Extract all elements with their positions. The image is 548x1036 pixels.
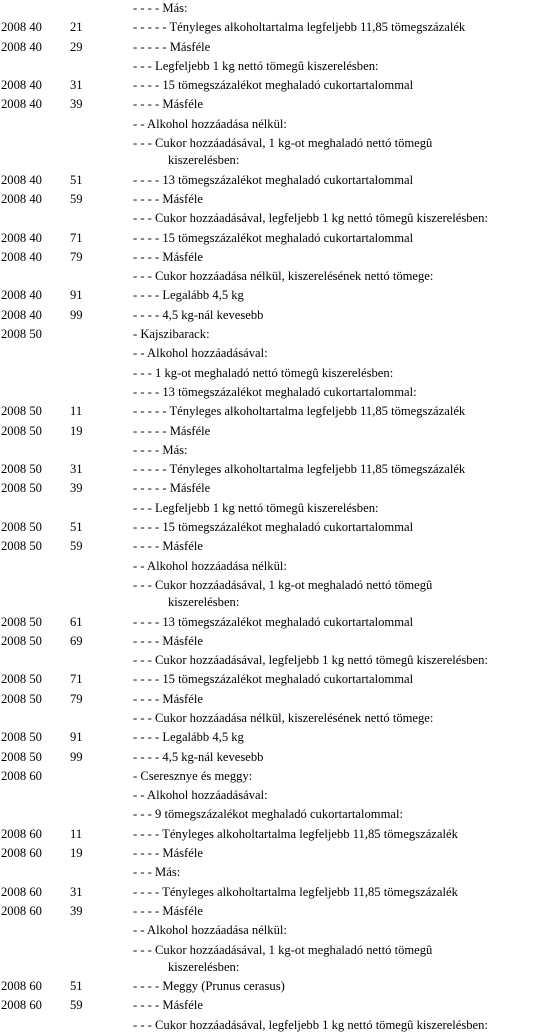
table-row xyxy=(0,710,548,729)
cn-subcode: 99 xyxy=(70,749,83,764)
table-row xyxy=(0,19,548,38)
table-row xyxy=(0,864,548,883)
cn-subcode: 59 xyxy=(70,191,83,206)
cn-code: 2008 40 xyxy=(1,191,42,206)
description: - - - Cukor hozzáadásával, legfeljebb 1 kg nettó tömegû kiszerelésben: xyxy=(133,211,488,226)
description: - - - - Másféle xyxy=(133,903,203,918)
table-row xyxy=(0,884,548,903)
table-row xyxy=(0,558,548,577)
table-row xyxy=(0,577,548,614)
cn-code: 2008 40 xyxy=(1,230,42,245)
table-row xyxy=(0,191,548,210)
description: - - - - Másféle xyxy=(133,846,203,861)
description: - - - - - Másféle xyxy=(133,481,211,496)
cn-subcode: 79 xyxy=(70,691,83,706)
table-row xyxy=(0,345,548,364)
cn-code: 2008 50 xyxy=(1,404,42,419)
table-row xyxy=(0,442,548,461)
description: - - - - 13 tömegszázalékot meghaladó cukortartalommal xyxy=(133,172,414,187)
cn-subcode: 21 xyxy=(70,20,83,35)
description: - - - - 4,5 kg-nál kevesebb xyxy=(133,749,264,764)
cn-subcode: 91 xyxy=(70,730,83,745)
table-row xyxy=(0,633,548,652)
table-row xyxy=(0,845,548,864)
cn-code: 2008 40 xyxy=(1,249,42,264)
table-row xyxy=(0,729,548,748)
cn-subcode: 51 xyxy=(70,979,83,994)
cn-code: 2008 50 xyxy=(1,423,42,438)
description: - - - - - Másféle xyxy=(133,423,211,438)
table-row xyxy=(0,172,548,191)
cn-subcode: 39 xyxy=(70,903,83,918)
description: - - Alkohol hozzáadásával: xyxy=(133,788,268,803)
cn-code: 2008 50 xyxy=(1,691,42,706)
description: - - - - 13 tömegszázalékot meghaladó cukortartalommal xyxy=(133,614,414,629)
description: - - - 1 kg-ot meghaladó nettó tömegû kiszerelésben: xyxy=(133,365,394,380)
table-row xyxy=(0,287,548,306)
cn-code: 2008 40 xyxy=(1,78,42,93)
table-row xyxy=(0,903,548,922)
cn-code: 2008 60 xyxy=(1,768,42,783)
cn-code: 2008 50 xyxy=(1,730,42,745)
description: - - - - 15 tömegszázalékot meghaladó cukortartalommal xyxy=(133,672,414,687)
table-row xyxy=(0,787,548,806)
description: - - - Cukor hozzáadása nélkül, kiszerelésének nettó tömege: xyxy=(133,269,434,284)
cn-subcode: 51 xyxy=(70,520,83,535)
cn-subcode: 11 xyxy=(70,404,83,419)
cn-subcode: 29 xyxy=(70,39,83,54)
description: - - - - Másféle xyxy=(133,539,203,554)
table-row xyxy=(0,210,548,229)
cn-code: 2008 50 xyxy=(1,614,42,629)
cn-subcode: 39 xyxy=(70,97,83,112)
cn-subcode: 31 xyxy=(70,884,83,899)
description: - - - - Másféle xyxy=(133,97,203,112)
table-row xyxy=(0,480,548,499)
table-row xyxy=(0,58,548,77)
cn-subcode: 11 xyxy=(70,826,83,841)
cn-code: 2008 50 xyxy=(1,462,42,477)
cn-subcode: 59 xyxy=(70,539,83,554)
cn-subcode: 31 xyxy=(70,462,83,477)
cn-subcode: 79 xyxy=(70,249,83,264)
description-continuation: kiszerelésben: xyxy=(168,959,240,974)
description: - - - - 13 tömegszázalékot meghaladó cukortartalommal: xyxy=(133,384,417,399)
description: - - - - - Tényleges alkoholtartalma legfeljebb 11,85 tömegszázalék xyxy=(133,404,466,419)
description: - - - Legfeljebb 1 kg nettó tömegû kiszerelésben: xyxy=(133,58,379,73)
description: - - - - 4,5 kg-nál kevesebb xyxy=(133,307,264,322)
cn-code: 2008 60 xyxy=(1,979,42,994)
description: - - - - Más: xyxy=(133,1,188,15)
cn-subcode: 91 xyxy=(70,288,83,303)
description: - - Alkohol hozzáadása nélkül: xyxy=(133,116,287,131)
table-row xyxy=(0,922,548,941)
description: - - - - Tényleges alkoholtartalma legfeljebb 11,85 tömegszázalék xyxy=(133,884,458,899)
description: - - Alkohol hozzáadása nélkül: xyxy=(133,558,287,573)
table-row xyxy=(0,423,548,442)
description: - - - - Másféle xyxy=(133,633,203,648)
description-continuation: kiszerelésben: xyxy=(168,153,240,168)
table-row xyxy=(0,671,548,690)
description: - - - - Tényleges alkoholtartalma legfeljebb 11,85 tömegszázalék xyxy=(133,826,458,841)
description: - - - - - Tényleges alkoholtartalma legfeljebb 11,85 tömegszázalék xyxy=(133,462,466,477)
description: - - - Cukor hozzáadásával, 1 kg-ot meghaladó nettó tömegû xyxy=(133,577,433,592)
description: - - - - Legalább 4,5 kg xyxy=(133,288,244,303)
description: - - - - 15 tömegszázalékot meghaladó cukortartalommal xyxy=(133,230,414,245)
description: - - - Cukor hozzáadása nélkül, kiszerelésének nettó tömege: xyxy=(133,710,434,725)
cn-code: 2008 40 xyxy=(1,172,42,187)
table-row xyxy=(0,538,548,557)
table-row xyxy=(0,978,548,997)
table-row xyxy=(0,326,548,345)
description: - - Alkohol hozzáadásával: xyxy=(133,346,268,361)
description: - - - Más: xyxy=(133,865,181,880)
table-row xyxy=(0,749,548,768)
cn-code: 2008 60 xyxy=(1,826,42,841)
table-row xyxy=(0,500,548,519)
cn-code: 2008 40 xyxy=(1,39,42,54)
description: - - - - Másféle xyxy=(133,998,203,1013)
cn-code: 2008 50 xyxy=(1,633,42,648)
cn-subcode: 51 xyxy=(70,172,83,187)
cn-code: 2008 40 xyxy=(1,97,42,112)
description: - - - - Másféle xyxy=(133,191,203,206)
cn-code: 2008 40 xyxy=(1,288,42,303)
table-row xyxy=(0,826,548,845)
cn-subcode: 61 xyxy=(70,614,83,629)
cn-code: 2008 60 xyxy=(1,846,42,861)
table-row xyxy=(0,768,548,787)
description: - - - - Más: xyxy=(133,442,188,457)
description: - - - - 15 tömegszázalékot meghaladó cukortartalommal xyxy=(133,520,414,535)
cn-subcode: 69 xyxy=(70,633,83,648)
cn-subcode: 19 xyxy=(70,846,83,861)
table-row xyxy=(0,942,548,979)
description: - - - - - Másféle xyxy=(133,39,211,54)
description: - Kajszibarack: xyxy=(133,327,210,342)
description: - - - Legfeljebb 1 kg nettó tömegû kiszerelésben: xyxy=(133,500,379,515)
table-row xyxy=(0,249,548,268)
cn-subcode: 19 xyxy=(70,423,83,438)
cn-code: 2008 50 xyxy=(1,481,42,496)
description: - - - - 15 tömegszázalékot meghaladó cukortartalommal xyxy=(133,78,414,93)
cn-subcode: 71 xyxy=(70,672,83,687)
cn-subcode: 59 xyxy=(70,998,83,1013)
description: - - - - Legalább 4,5 kg xyxy=(133,730,244,745)
table-row xyxy=(0,96,548,115)
cn-code: 2008 60 xyxy=(1,903,42,918)
description: - - - - Másféle xyxy=(133,691,203,706)
description: - - - - Másféle xyxy=(133,249,203,264)
table-row xyxy=(0,230,548,249)
table-row xyxy=(0,461,548,480)
description: - - - - Meggy (Prunus cerasus) xyxy=(133,979,285,994)
cn-code: 2008 40 xyxy=(1,20,42,35)
cn-code: 2008 50 xyxy=(1,539,42,554)
description: - Cseresznye és meggy: xyxy=(133,768,253,783)
table-row xyxy=(0,614,548,633)
table-row xyxy=(0,403,548,422)
cn-code: 2008 50 xyxy=(1,749,42,764)
cn-code: 2008 60 xyxy=(1,998,42,1013)
cn-code: 2008 60 xyxy=(1,884,42,899)
table-row xyxy=(0,365,548,384)
table-row xyxy=(0,39,548,58)
cn-subcode: 99 xyxy=(70,307,83,322)
cn-code: 2008 50 xyxy=(1,520,42,535)
table-row xyxy=(0,691,548,710)
description-continuation: kiszerelésben: xyxy=(168,594,240,609)
cn-code: 2008 40 xyxy=(1,307,42,322)
description: - - - - - Tényleges alkoholtartalma legfeljebb 11,85 tömegszázalék xyxy=(133,20,466,35)
cn-code: 2008 50 xyxy=(1,672,42,687)
description: - - - 9 tömegszázalékot meghaladó cukortartalommal: xyxy=(133,807,403,822)
table-row xyxy=(0,0,548,19)
table-row xyxy=(0,77,548,96)
cn-subcode: 71 xyxy=(70,230,83,245)
description: - - - Cukor hozzáadásával, legfeljebb 1 kg nettó tömegû kiszerelésben: xyxy=(133,653,488,668)
table-row xyxy=(0,997,548,1016)
table-row xyxy=(0,307,548,326)
description: - - - Cukor hozzáadásával, 1 kg-ot meghaladó nettó tömegû xyxy=(133,136,433,151)
table-row xyxy=(0,1017,548,1036)
table-row xyxy=(0,652,548,671)
description: - - - Cukor hozzáadásával, legfeljebb 1 kg nettó tömegû kiszerelésben: xyxy=(133,1017,488,1032)
cn-code: 2008 50 xyxy=(1,327,42,342)
table-row xyxy=(0,116,548,135)
description: - - - Cukor hozzáadásával, 1 kg-ot meghaladó nettó tömegû xyxy=(133,942,433,957)
table-row xyxy=(0,135,548,172)
cn-subcode: 39 xyxy=(70,481,83,496)
description: - - Alkohol hozzáadása nélkül: xyxy=(133,923,287,938)
table-row xyxy=(0,384,548,403)
cn-subcode: 31 xyxy=(70,78,83,93)
table-row xyxy=(0,268,548,287)
table-row xyxy=(0,806,548,825)
table-row xyxy=(0,519,548,538)
